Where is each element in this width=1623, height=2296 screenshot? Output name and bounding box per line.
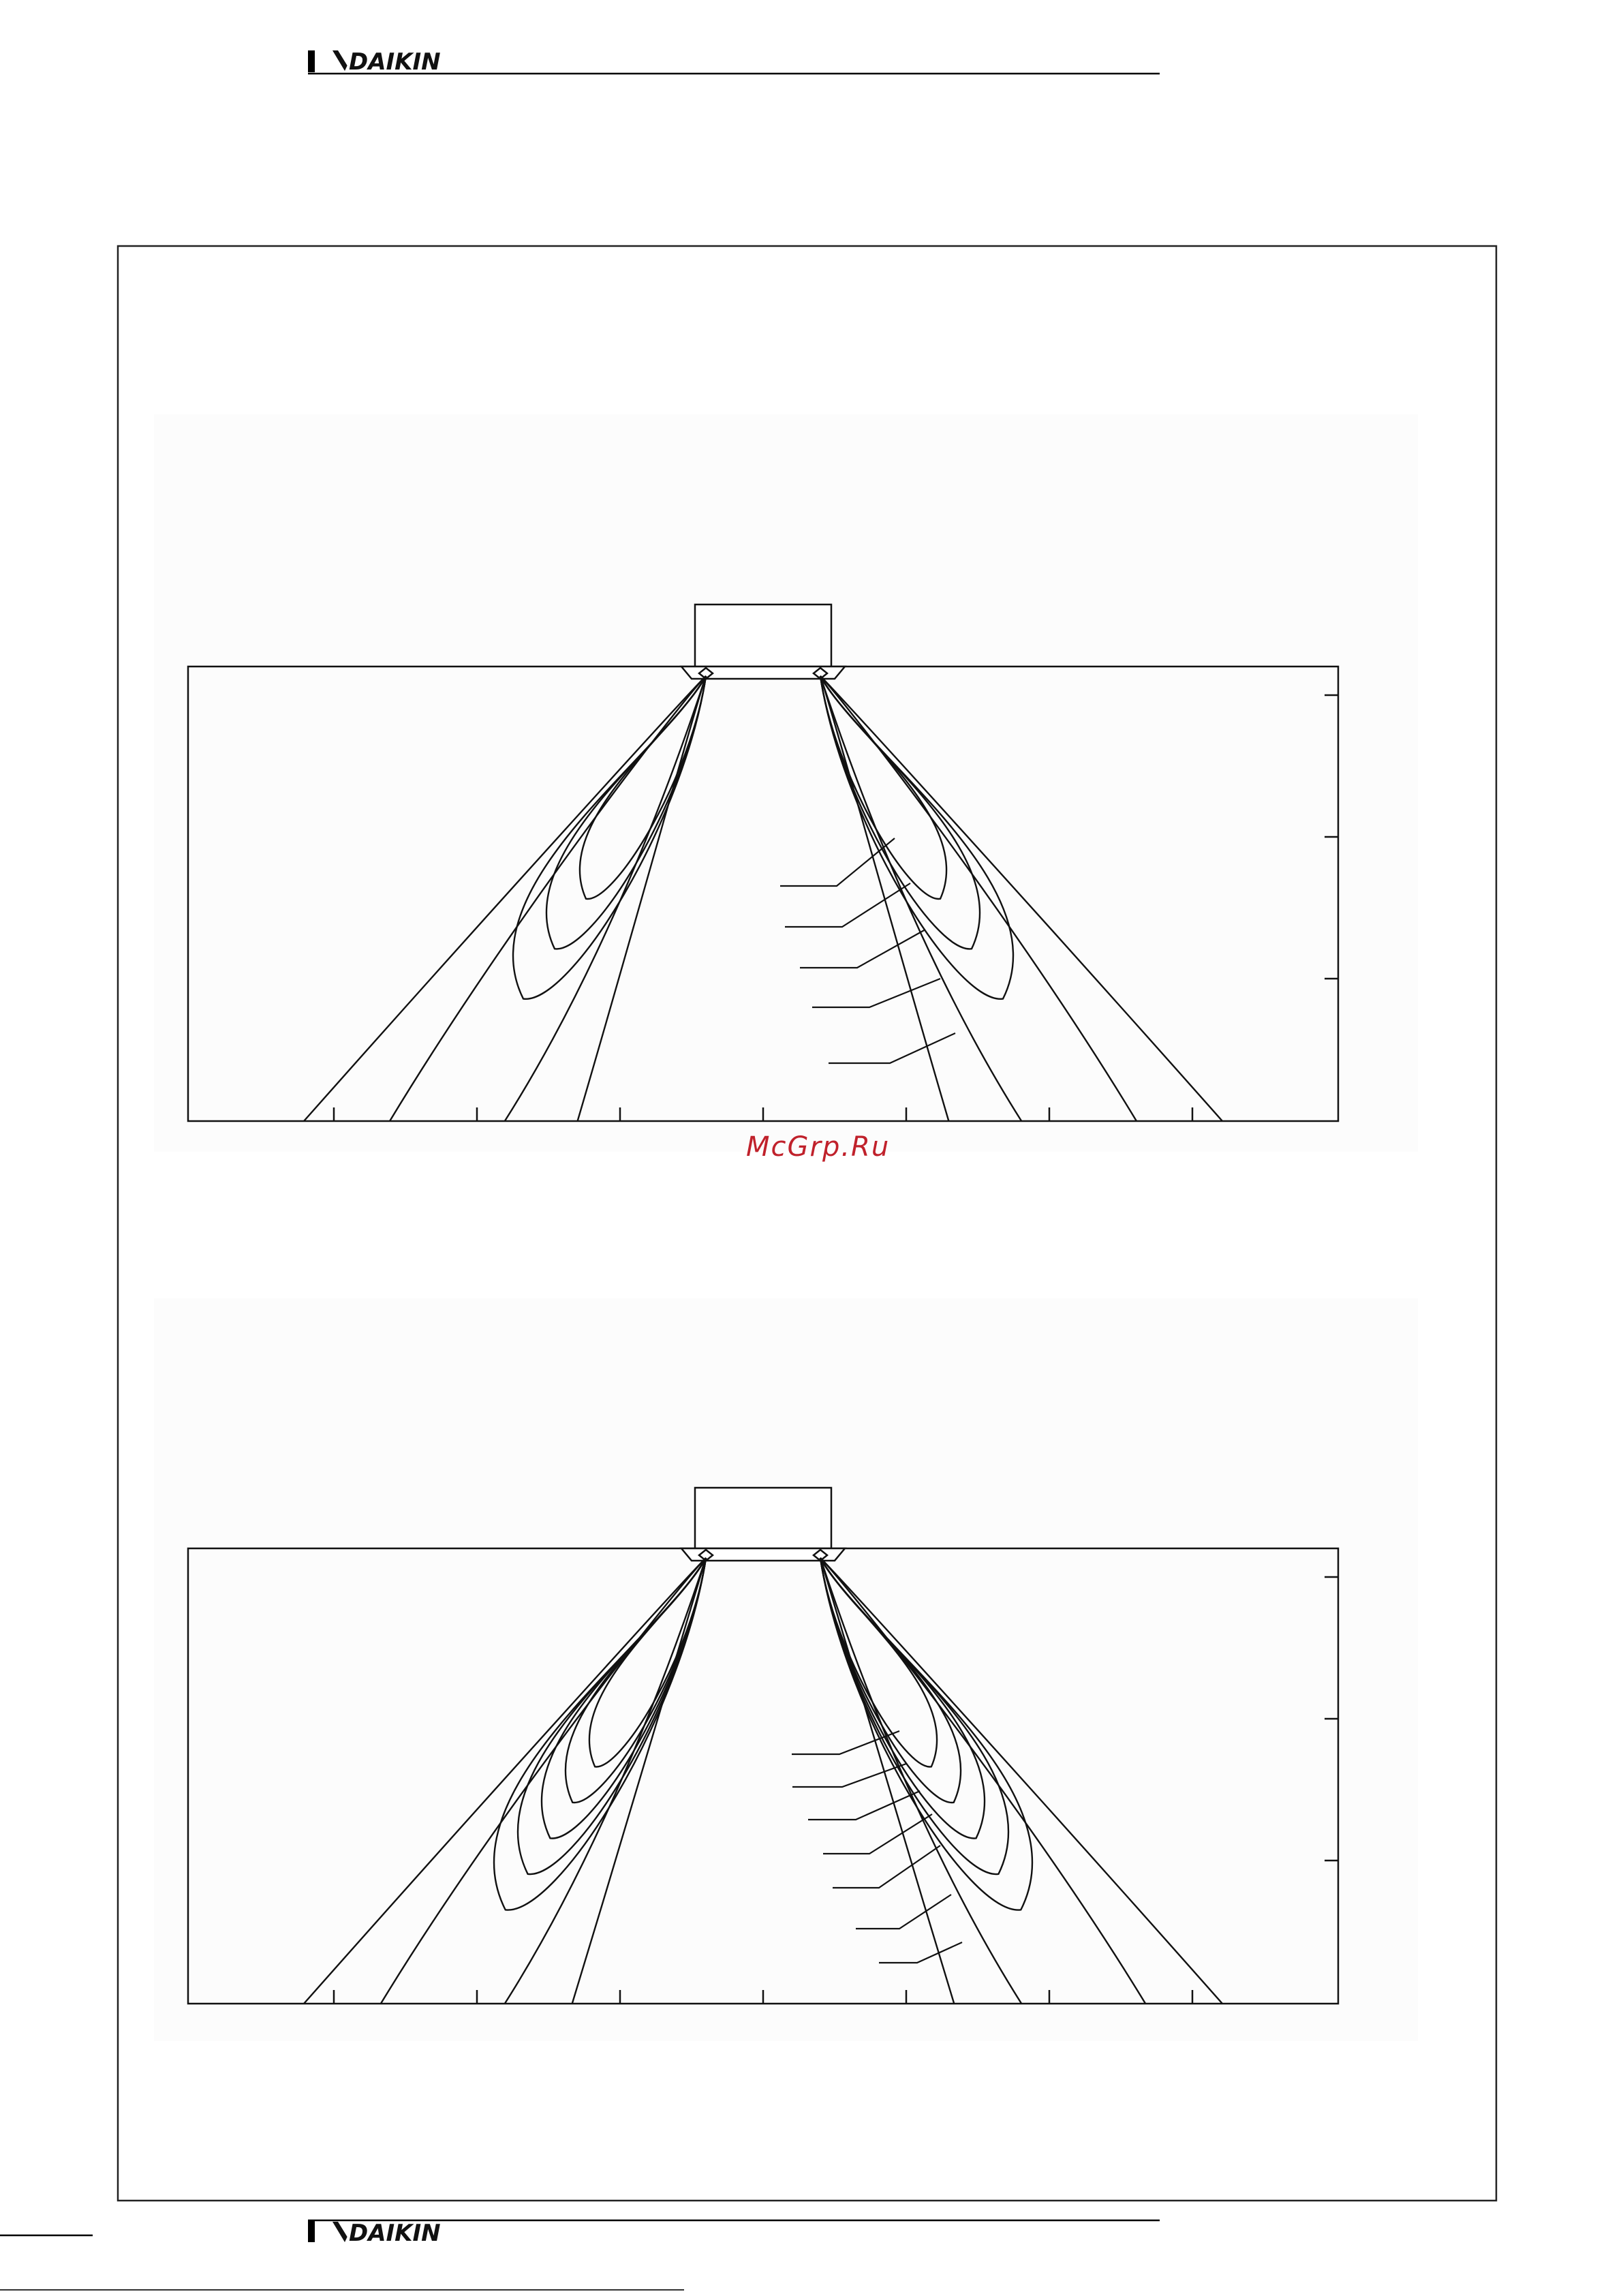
- diagram-upper-background: [154, 414, 1418, 1152]
- watermark: McGrp.Ru: [746, 1131, 891, 1163]
- diagram-upper: [154, 414, 1418, 1152]
- diagram-lower-unit-body: [695, 1488, 831, 1548]
- diagram-lower: [154, 1298, 1418, 2041]
- diagram-upper-unit-body: [695, 604, 831, 667]
- header-brand: DAIKIN: [349, 48, 441, 76]
- page-footer: [0, 2220, 1160, 2290]
- header-marker: [308, 50, 315, 72]
- diagram-lower-background: [154, 1298, 1418, 2041]
- footer-brand: DAIKIN: [349, 2220, 441, 2247]
- page-header: [308, 48, 1160, 76]
- footer-marker: [308, 2220, 315, 2242]
